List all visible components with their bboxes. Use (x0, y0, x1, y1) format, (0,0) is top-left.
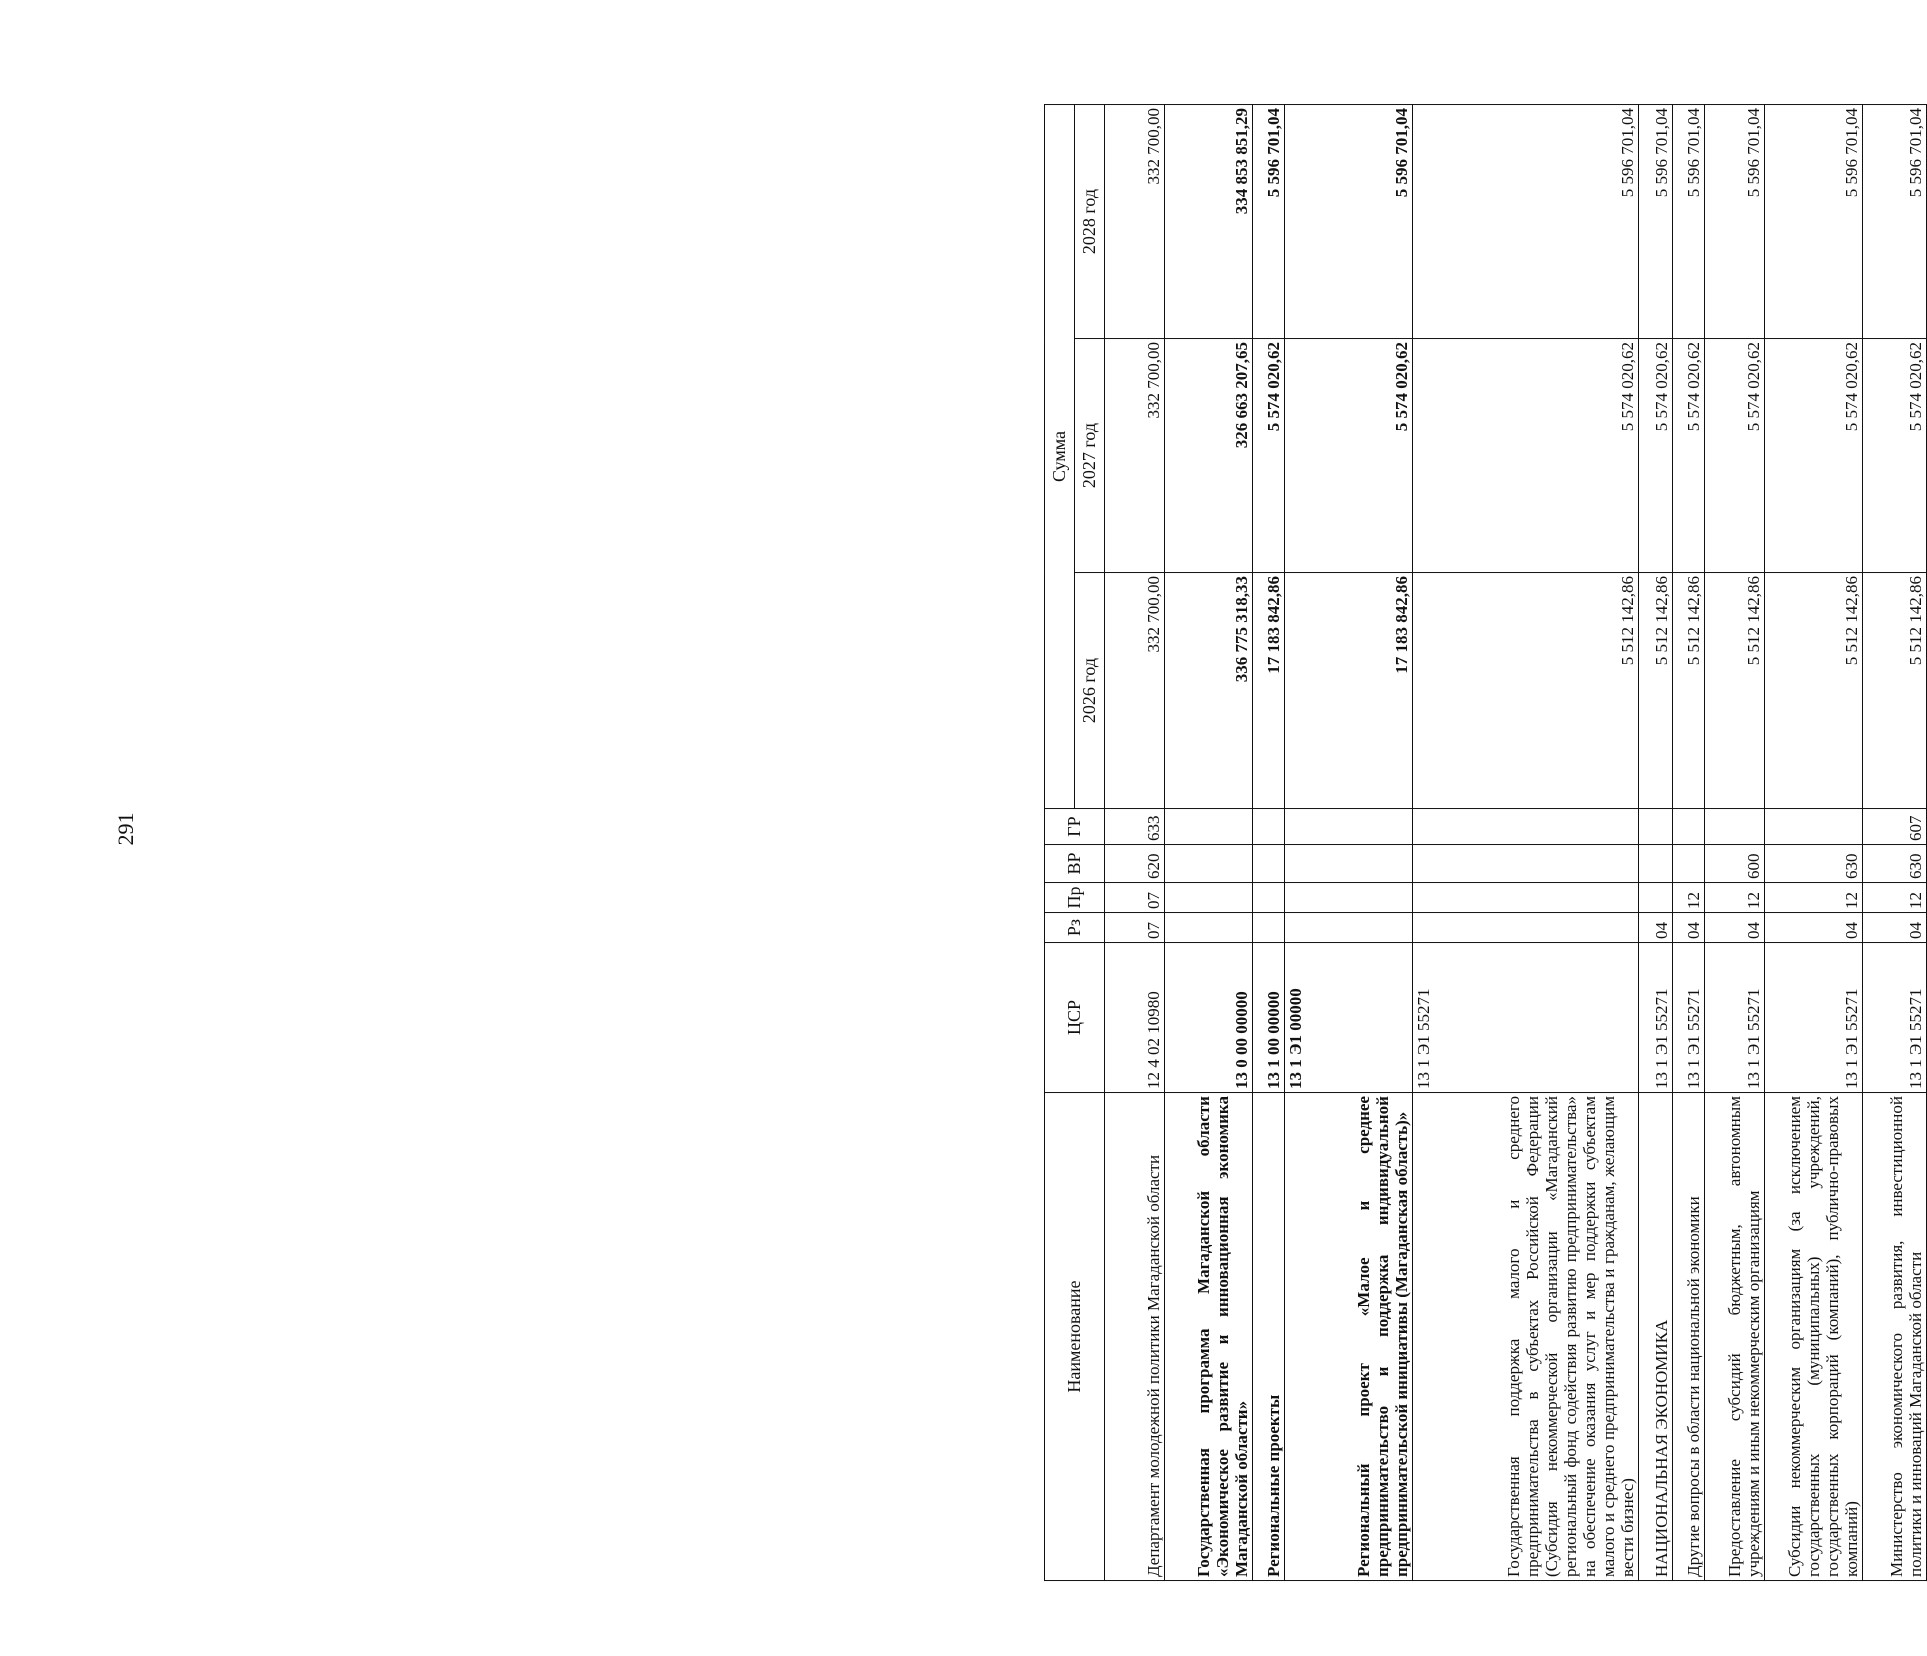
row-pr-cell (1165, 883, 1253, 913)
row-csr-cell: 13 0 00 00000 (1165, 943, 1253, 1093)
row-2028-cell: 5 596 701,04 (1765, 105, 1863, 339)
header-name: Наименование (1045, 1093, 1105, 1581)
row-2027-cell: 5 574 020,62 (1285, 339, 1413, 573)
table-body (1105, 105, 1927, 1581)
row-name-cell: Предоставление субсидий бюджетным, автономным учреждениям и иным некоммерческим организациям (1705, 1093, 1765, 1581)
row-csr-cell: 13 1 Э1 55271 (1673, 943, 1705, 1093)
row-2027-cell: 5 574 020,62 (1765, 339, 1863, 573)
row-name-cell: Государственная программа Магаданской области «Экономическое развитие и инновационная экономика Магаданской области» (1165, 1093, 1253, 1581)
row-2028-cell: 5 596 701,04 (1413, 105, 1639, 339)
row-pr-cell (1639, 883, 1673, 913)
header-2026: 2026 год (1075, 573, 1105, 809)
row-name-cell: Субсидии некоммерческим организациям (за исключением государственных (муниципальных) учреждений, государственных корпораций (компаний), публично-правовых компаний) (1765, 1093, 1863, 1581)
row-rz-cell (1413, 913, 1639, 943)
row-vr-cell (1253, 845, 1285, 883)
row-2027-cell: 5 574 020,62 (1673, 339, 1705, 573)
budget-table (1044, 104, 1927, 1581)
row-2028-cell: 5 596 701,04 (1285, 105, 1413, 339)
row-2026-cell: 5 512 142,86 (1413, 573, 1639, 809)
row-gr-cell (1765, 809, 1863, 845)
row-2026-cell: 17 183 842,86 (1285, 573, 1413, 809)
row-2027-cell: 5 574 020,62 (1863, 339, 1927, 573)
table-row (1165, 105, 1253, 1581)
row-vr-cell (1285, 845, 1413, 883)
row-2027-cell: 5 574 020,62 (1639, 339, 1673, 573)
row-rz-cell (1165, 913, 1253, 943)
row-name-cell: Региональные проекты (1253, 1093, 1285, 1581)
budget-table-container (1044, 104, 1927, 1581)
row-csr-cell: 12 4 02 10980 (1105, 943, 1165, 1093)
row-vr-cell (1639, 845, 1673, 883)
row-gr-cell (1413, 809, 1639, 845)
row-gr-cell (1165, 809, 1253, 845)
row-name-cell: Другие вопросы в области национальной экономики (1673, 1093, 1705, 1581)
row-vr-cell: 620 (1105, 845, 1165, 883)
row-csr-cell: 13 1 Э1 55271 (1863, 943, 1927, 1093)
row-name-cell: Государственная поддержка малого и среднего предпринимательства в субъектах Российской Федерации (Субсидия некоммерческой организации «Магаданский региональный фонд содействия развитию предпринимательства» на обеспечение оказания услуг и мер поддержки субъектам малого и среднего предпринимательства и гражданам, желающим вести бизнес) (1413, 1093, 1639, 1581)
row-pr-cell (1413, 883, 1639, 913)
row-2026-cell: 336 775 318,33 (1165, 573, 1253, 809)
row-2028-cell: 5 596 701,04 (1705, 105, 1765, 339)
row-name-cell: НАЦИОНАЛЬНАЯ ЭКОНОМИКА (1639, 1093, 1673, 1581)
row-2028-cell: 334 853 851,29 (1165, 105, 1253, 339)
row-2026-cell: 17 183 842,86 (1253, 573, 1285, 809)
row-2026-cell: 5 512 142,86 (1863, 573, 1927, 809)
table-row (1639, 105, 1673, 1581)
row-csr-cell: 13 1 Э1 55271 (1413, 943, 1639, 1093)
table-row (1673, 105, 1705, 1581)
table-row (1863, 105, 1927, 1581)
row-2027-cell: 332 700,00 (1105, 339, 1165, 573)
row-gr-cell (1253, 809, 1285, 845)
row-csr-cell: 13 1 Э1 55271 (1765, 943, 1863, 1093)
table-row (1705, 105, 1765, 1581)
row-gr-cell (1285, 809, 1413, 845)
table-row (1285, 105, 1413, 1581)
table-row (1105, 105, 1165, 1581)
row-csr-cell: 13 1 Э1 00000 (1285, 943, 1413, 1093)
header-2027: 2027 год (1075, 339, 1105, 573)
row-rz-cell: 04 (1765, 913, 1863, 943)
row-rz-cell: 04 (1705, 913, 1765, 943)
row-vr-cell: 600 (1705, 845, 1765, 883)
row-vr-cell: 630 (1863, 845, 1927, 883)
row-gr-cell (1673, 809, 1705, 845)
table-row (1765, 105, 1863, 1581)
row-rz-cell: 04 (1863, 913, 1927, 943)
row-name-cell: Министерство экономического развития, инвестиционной политики и инноваций Магаданской области (1863, 1093, 1927, 1581)
row-rz-cell: 04 (1673, 913, 1705, 943)
row-2026-cell: 5 512 142,86 (1639, 573, 1673, 809)
row-vr-cell (1673, 845, 1705, 883)
row-2026-cell: 5 512 142,86 (1673, 573, 1705, 809)
header-2028: 2028 год (1075, 105, 1105, 339)
header-sum: Сумма (1045, 105, 1075, 809)
row-rz-cell: 04 (1639, 913, 1673, 943)
row-name-cell: Департамент молодежной политики Магаданской области (1105, 1093, 1165, 1581)
row-csr-cell: 13 1 Э1 55271 (1639, 943, 1673, 1093)
table-row (1253, 105, 1285, 1581)
row-vr-cell (1413, 845, 1639, 883)
row-2027-cell: 5 574 020,62 (1705, 339, 1765, 573)
row-pr-cell: 12 (1863, 883, 1927, 913)
row-pr-cell: 07 (1105, 883, 1165, 913)
table-row (1413, 105, 1639, 1581)
row-pr-cell: 12 (1705, 883, 1765, 913)
row-2026-cell: 5 512 142,86 (1705, 573, 1765, 809)
row-gr-cell: 607 (1863, 809, 1927, 845)
header-gr: ГР (1045, 809, 1105, 845)
row-2027-cell: 5 574 020,62 (1253, 339, 1285, 573)
row-rz-cell (1285, 913, 1413, 943)
row-pr-cell: 12 (1765, 883, 1863, 913)
row-2028-cell: 332 700,00 (1105, 105, 1165, 339)
row-pr-cell: 12 (1673, 883, 1705, 913)
row-vr-cell: 630 (1765, 845, 1863, 883)
row-gr-cell (1639, 809, 1673, 845)
row-csr-cell: 13 1 00 00000 (1253, 943, 1285, 1093)
row-name-cell: Региональный проект «Малое и среднее предпринимательство и поддержка индивидуальной предпринимательской инициативы (Магаданская область)» (1285, 1093, 1413, 1581)
header-rz: Рз (1045, 913, 1105, 943)
row-2028-cell: 5 596 701,04 (1673, 105, 1705, 339)
row-gr-cell (1705, 809, 1765, 845)
row-2026-cell: 5 512 142,86 (1765, 573, 1863, 809)
row-2028-cell: 5 596 701,04 (1639, 105, 1673, 339)
row-2028-cell: 5 596 701,04 (1253, 105, 1285, 339)
row-rz-cell: 07 (1105, 913, 1165, 943)
row-pr-cell (1285, 883, 1413, 913)
header-vr: ВР (1045, 845, 1105, 883)
row-rz-cell (1253, 913, 1285, 943)
header-pr: Пр (1045, 883, 1105, 913)
row-csr-cell: 13 1 Э1 55271 (1705, 943, 1765, 1093)
row-gr-cell: 633 (1105, 809, 1165, 845)
row-2028-cell: 5 596 701,04 (1863, 105, 1927, 339)
row-2026-cell: 332 700,00 (1105, 573, 1165, 809)
row-2027-cell: 326 663 207,65 (1165, 339, 1253, 573)
header-csr: ЦСР (1045, 943, 1105, 1093)
table-header (1045, 105, 1105, 1581)
row-2027-cell: 5 574 020,62 (1413, 339, 1639, 573)
page-number: 291 (113, 812, 138, 846)
row-pr-cell (1253, 883, 1285, 913)
row-vr-cell (1165, 845, 1253, 883)
